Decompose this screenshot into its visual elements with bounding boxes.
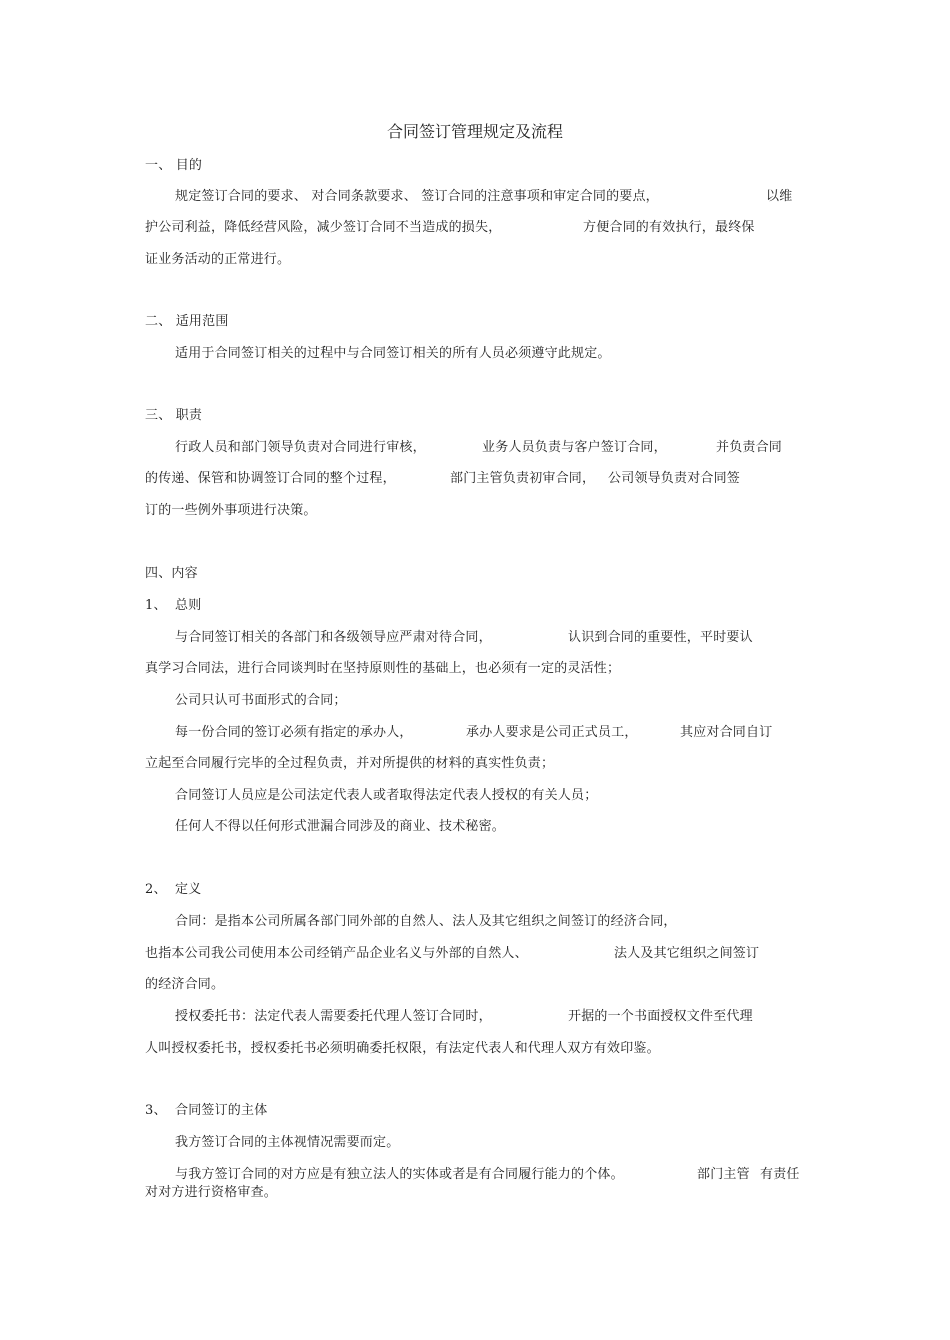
responsibilities-text: 部门主管负责初审合同， (450, 471, 596, 486)
general-text: 立起至合同履行完毕的全过程负责，并对所提供的材料的真实性负责； (145, 756, 555, 771)
scope-text: 适用于合同签订相关的过程中与合同签订相关的所有人员必须遵守此规定。 (175, 346, 611, 361)
subsection-number: 2、 (145, 882, 167, 897)
responsibilities-text: 公司领导负责对合同签 (608, 471, 741, 486)
section-heading-scope: 二、 适用范围 (145, 314, 229, 329)
general-text: 真学习合同法，进行合同谈判时在坚持原则性的基础上，也必须有一定的灵活性； (145, 661, 621, 676)
subsection-heading-definitions: 定义 (175, 882, 202, 897)
parties-text: 我方签订合同的主体视情况需要而定。 (175, 1135, 400, 1150)
general-text: 合同签订人员应是公司法定代表人或者取得法定代表人授权的有关人员； (175, 788, 598, 803)
definitions-text: 合同：是指本公司所属各部门同外部的自然人、法人及其它组织之间签订的经济合同， (175, 914, 677, 929)
general-text: 其应对合同自订 (680, 725, 773, 740)
parties-text: 有责任 (760, 1167, 800, 1182)
definitions-text: 也指本公司我公司使用本公司经销产品企业名义与外部的自然人、 (145, 946, 528, 961)
responsibilities-text: 行政人员和部门领导负责对合同进行审核， (175, 440, 426, 455)
purpose-text: 证业务活动的正常进行。 (145, 252, 291, 267)
general-text: 公司只认可书面形式的合同； (175, 693, 347, 708)
parties-text: 部门主管 (697, 1167, 750, 1182)
subsection-number: 3、 (145, 1103, 167, 1118)
general-text: 每一份合同的签订必须有指定的承办人， (175, 725, 413, 740)
purpose-text: 规定签订合同的要求、 对合同条款要求、 签订合同的注意事项和审定合同的要点， (175, 189, 659, 204)
section-heading-purpose: 一、 目的 (145, 158, 203, 173)
definitions-text: 的经济合同。 (145, 977, 225, 992)
definitions-text: 人叫授权委托书，授权委托书必须明确委托权限，有法定代表人和代理人双方有效印鉴。 (145, 1041, 660, 1056)
responsibilities-text: 并负责合同 (716, 440, 783, 455)
parties-text: 对对方进行资格审查。 (145, 1185, 278, 1200)
document-title: 合同签订管理规定及流程 (386, 122, 563, 141)
definitions-text: 授权委托书：法定代表人需要委托代理人签订合同时， (175, 1009, 492, 1024)
definitions-text: 开据的一个书面授权文件至代理 (568, 1009, 753, 1024)
subsection-heading-parties: 合同签订的主体 (175, 1103, 268, 1118)
general-text: 认识到合同的重要性，平时要认 (568, 630, 753, 645)
subsection-heading-general: 总则 (175, 598, 202, 613)
responsibilities-text: 订的一些例外事项进行决策。 (145, 503, 317, 518)
purpose-text: 方便合同的有效执行，最终保 (583, 220, 755, 235)
section-heading-content: 四、内容 (145, 566, 198, 581)
subsection-number: 1、 (145, 598, 167, 613)
general-text: 任何人不得以任何形式泄漏合同涉及的商业、技术秘密。 (175, 819, 506, 834)
parties-text: 与我方签订合同的对方应是有独立法人的实体或者是有合同履行能力的个体。 (175, 1167, 624, 1182)
responsibilities-text: 的传递、保管和协调签订合同的整个过程， (145, 471, 396, 486)
general-text: 承办人要求是公司正式员工， (466, 725, 638, 740)
definitions-text: 法人及其它组织之间签订 (614, 946, 760, 961)
purpose-text: 护公司利益，降低经营风险，减少签订合同不当造成的损失， (145, 220, 502, 235)
responsibilities-text: 业务人员负责与客户签订合同， (482, 440, 667, 455)
general-text: 与合同签订相关的各部门和各级领导应严肃对待合同， (175, 630, 492, 645)
section-heading-responsibilities: 三、 职责 (145, 408, 203, 423)
purpose-text: 以维 (766, 189, 793, 204)
